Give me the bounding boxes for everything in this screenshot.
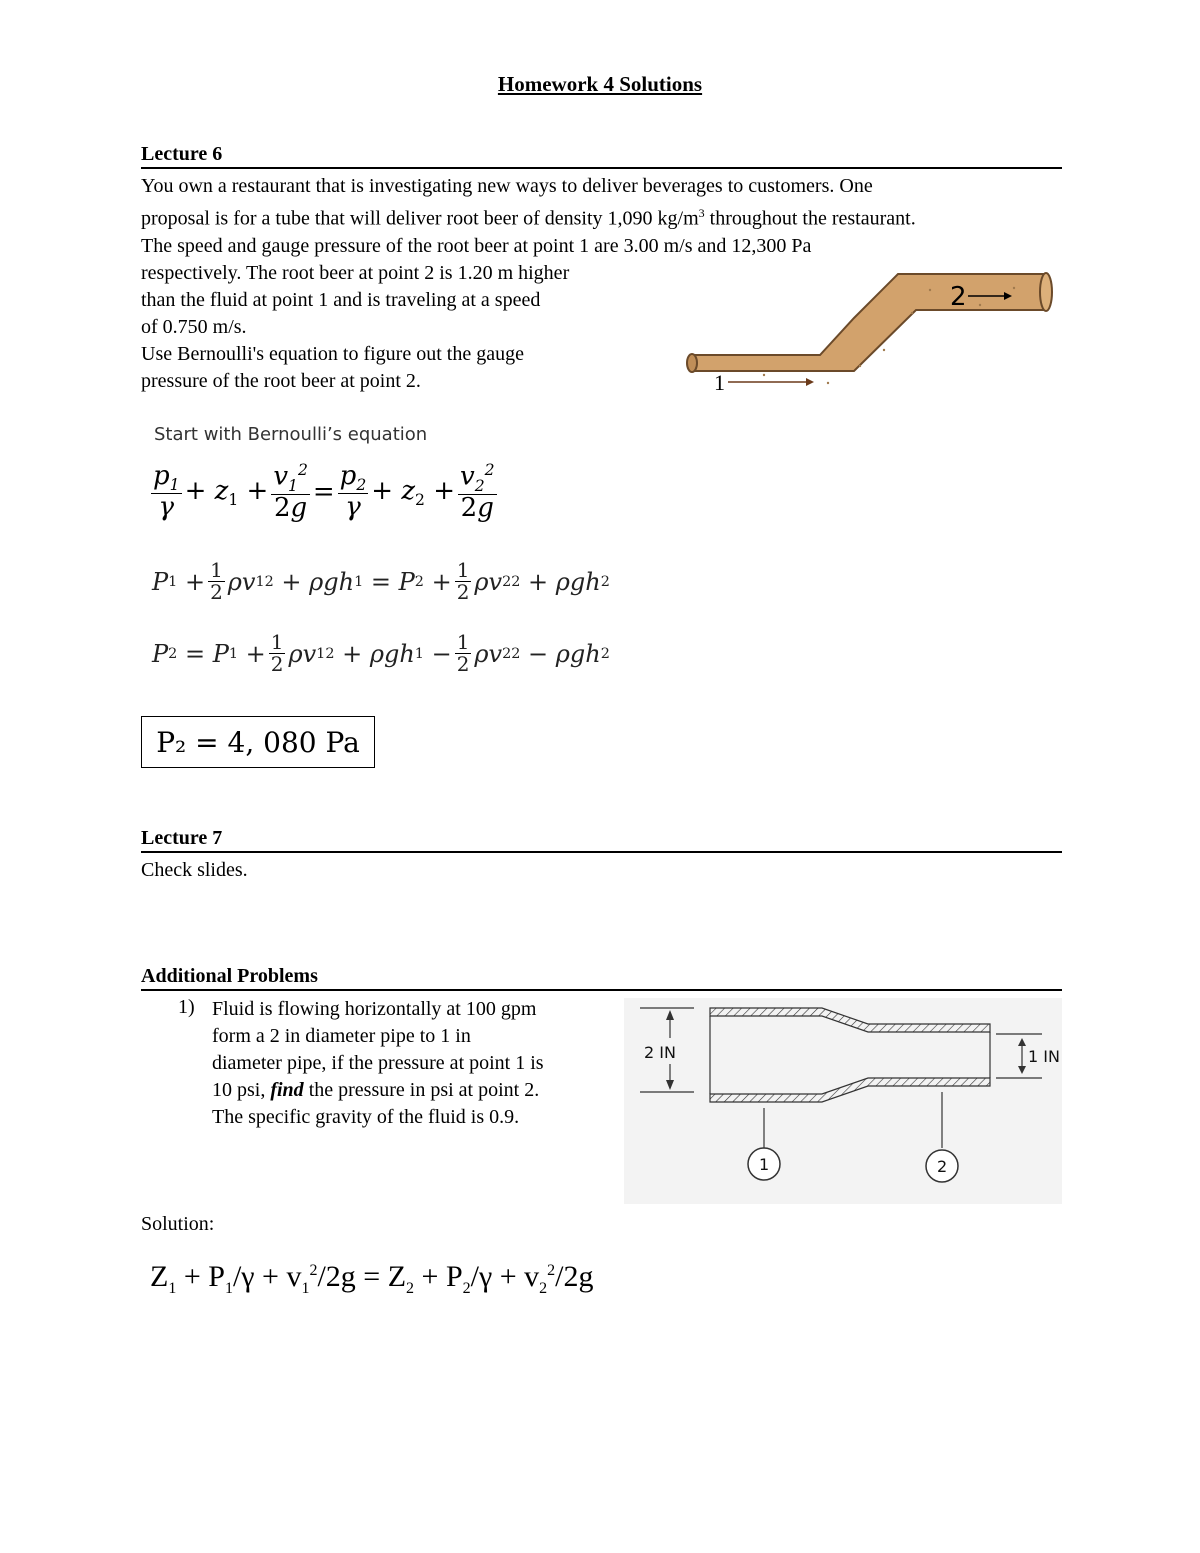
point2-label: 2 <box>950 282 967 312</box>
pipe-body <box>692 274 1046 371</box>
problem1-line: Fluid is flowing horizontally at 100 gpm <box>212 998 537 1020</box>
bernoulli-pressure-equation: P 1 + $\frac{1}{2}$ ρv 1 2 + ρgh 1 = P 2 + $\frac{1}{2}$ ρv 2 2 + ρgh 2 <box>152 558 610 604</box>
problem1-line: form a 2 in diameter pipe to 1 in <box>212 1025 471 1047</box>
station1-label: 1 <box>759 1155 770 1174</box>
lecture7-text: Check slides. <box>141 859 248 881</box>
problem1-line-part: the pressure in psi at point 2. <box>303 1079 540 1101</box>
problem-line: You own a restaurant that is investigating new ways to deliver beverages to customers. One <box>141 175 873 197</box>
problem-line: The speed and gauge pressure of the root beer at point 1 are 3.00 m/s and 12,300 Pa <box>141 234 812 257</box>
problem-line: pressure of the root beer at point 2. <box>141 369 421 392</box>
problem1-line-part: 10 psi, <box>212 1079 271 1101</box>
solved-pressure-equation: P 2 = P 1 + $\frac{1}{2}$ ρv 1 2 + ρgh 1 − $\frac{1}{2}$ ρv 2 2 − ρgh 2 <box>152 630 610 676</box>
problem-line: of 0.750 m/s. <box>141 315 247 338</box>
problem1-line <box>212 1077 544 1104</box>
find-emphasis: find <box>270 1079 304 1101</box>
problem-line-part: proposal is for a tube that will deliver root beer of density 1,090 kg/m <box>141 207 699 230</box>
answer-box <box>141 716 375 768</box>
problem-line: respectively. The root beer at point 2 is 1.20 m higher <box>141 261 570 284</box>
problem1-line: diameter pipe, if the pressure at point 1 is <box>212 1052 544 1074</box>
lecture7-heading: Lecture 7 <box>141 827 1062 853</box>
energy-equation: $Z_1 + P_1/\gamma + v_1^2/2g = Z_2 + P_2/\gamma + v_2^2/2g$ <box>150 1260 594 1297</box>
problem-line: than the fluid at point 1 and is traveling at a speed <box>141 288 541 311</box>
pipe-left-end <box>687 354 697 372</box>
station2-label: 2 <box>937 1157 948 1176</box>
reducer-pipe-diagram <box>624 998 1062 1204</box>
pipe-right-end <box>1040 273 1052 311</box>
small-diameter-label: 1 IN <box>1028 1047 1060 1066</box>
problem1-text <box>212 996 544 1131</box>
root-beer-pipe-diagram <box>680 262 1060 402</box>
problem1-number: 1) <box>178 996 195 1018</box>
problem-line-part: throughout the restaurant. <box>704 207 916 230</box>
problem1-line: The specific gravity of the fluid is 0.9. <box>212 1106 520 1128</box>
problem-line: Use Bernoulli's equation to figure out the gauge <box>141 342 524 365</box>
point1-label: 1 <box>714 370 725 395</box>
problem-line <box>141 200 916 233</box>
additional-heading: Additional Problems <box>141 965 1062 991</box>
start-note: Start with Bernoulli’s equation <box>154 424 428 445</box>
answer-text: P₂ = 4, 080 Pa <box>156 725 360 759</box>
large-diameter-label: 2 IN <box>644 1043 676 1062</box>
flow-arrow-1-head <box>806 378 814 386</box>
superscript: 3 <box>698 206 705 220</box>
page-title: Homework 4 Solutions <box>497 72 703 96</box>
bernoulli-head-equation: $\frac{p_1}{\gamma}$ + $z_1$ + $\frac{v_1^2}{2g}$ = $\frac{p_2}{\gamma}$ + $z_2$ + $\frac{v_2^2}{2g}$ <box>153 460 495 524</box>
solution-label: Solution: <box>141 1213 215 1235</box>
lecture6-heading: Lecture 6 <box>141 143 1062 169</box>
